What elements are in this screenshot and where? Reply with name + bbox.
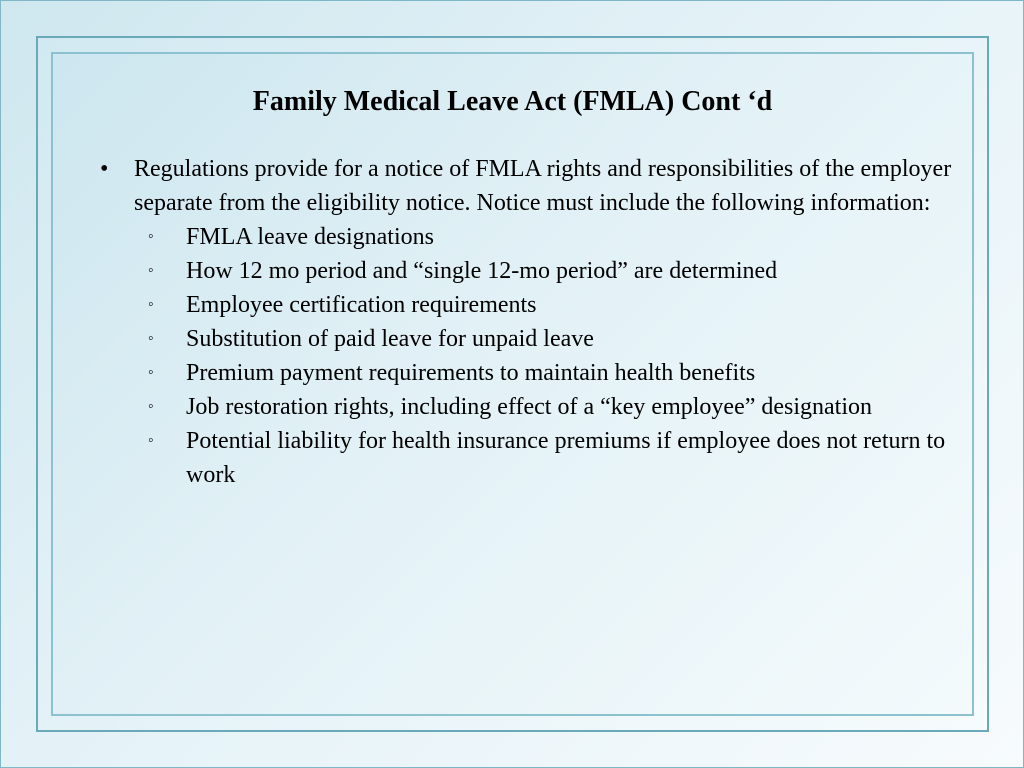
sub-bullet-marker: ◦: [148, 262, 154, 279]
sub-bullet-text: Substitution of paid leave for unpaid leave: [186, 326, 594, 352]
sub-bullet-list: [100, 220, 960, 492]
bullet-text: Regulations provide for a notice of FMLA rights and responsibilities of the employer separate from the eligibility notice. Notice must include the following information:: [134, 156, 952, 216]
sub-bullet-text: Employee certification requirements: [186, 292, 537, 318]
sub-bullet-marker: ◦: [148, 228, 154, 245]
sub-bullet-item: [100, 356, 960, 390]
sub-bullet-item: [100, 288, 960, 322]
sub-bullet-marker: ◦: [148, 296, 154, 313]
sub-bullet-marker: ◦: [148, 432, 154, 449]
sub-bullet-text: Potential liability for health insurance premiums if employee does not return to work: [186, 428, 946, 488]
sub-bullet-marker: ◦: [148, 398, 154, 415]
slide-title: Family Medical Leave Act (FMLA) Cont ‘d: [252, 86, 773, 117]
slide-content: [100, 152, 960, 492]
bullet-marker: •: [100, 156, 109, 182]
sub-bullet-item: [100, 322, 960, 356]
sub-bullet-marker: ◦: [148, 364, 154, 381]
sub-bullet-marker: ◦: [148, 330, 154, 347]
sub-bullet-text: FMLA leave designations: [186, 224, 434, 250]
sub-bullet-item: [100, 424, 960, 492]
sub-bullet-item: [100, 220, 960, 254]
sub-bullet-text: Premium payment requirements to maintain health benefits: [186, 360, 756, 386]
sub-bullet-text: How 12 mo period and “single 12-mo period” are determined: [186, 258, 778, 284]
bullet-item: [100, 152, 960, 220]
sub-bullet-item: [100, 254, 960, 288]
sub-bullet-text: Job restoration rights, including effect of a “key employee” designation: [186, 394, 873, 420]
sub-bullet-item: [100, 390, 960, 424]
